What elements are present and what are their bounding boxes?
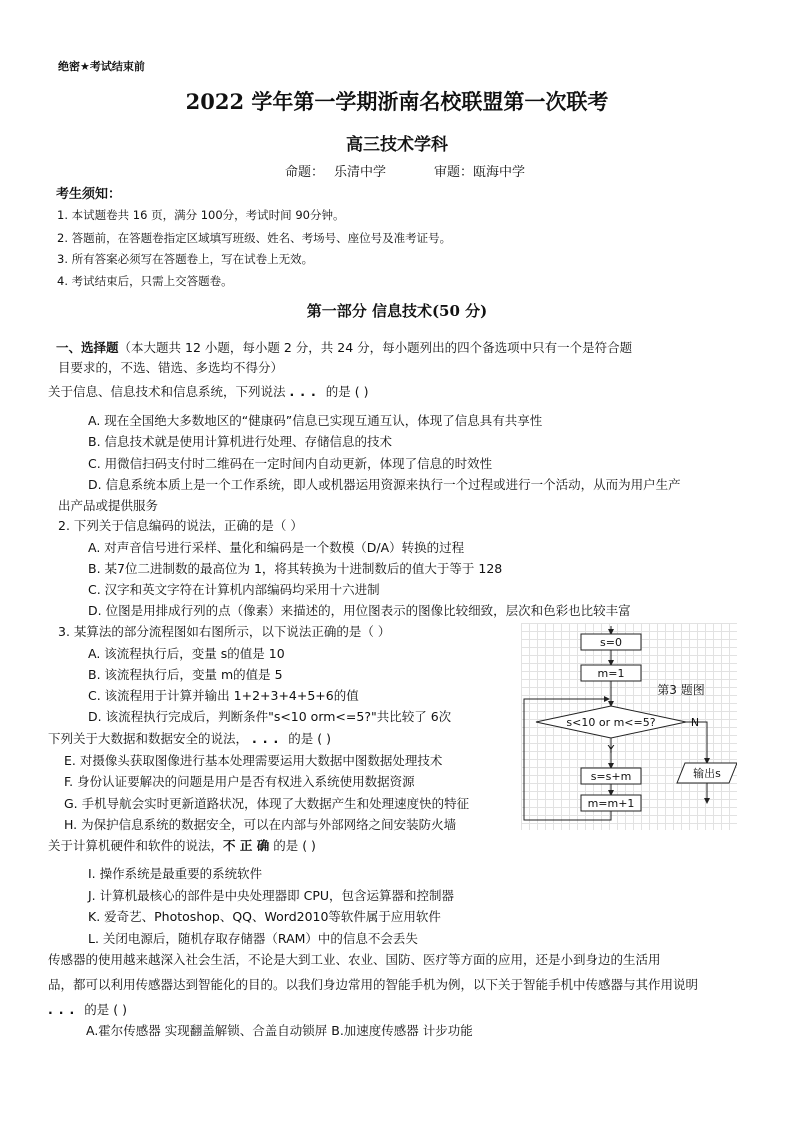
section-heading <box>56 338 632 356</box>
option-g: G. 手机导航会实时更新道路状况，体现了大数据产生和处理速度快的特征 <box>64 796 470 811</box>
option-c: C. 汉字和英文字符在计算机内部编码均采用十六进制 <box>88 582 380 597</box>
update-s-text: s=s+m <box>590 770 632 783</box>
condition-text: s<10 or m<=5? <box>566 716 656 729</box>
question-4-stem <box>48 729 331 747</box>
emphasis-text: 不 正 确 <box>223 838 270 853</box>
emphasis-dots: ... <box>252 731 285 746</box>
stem-text: 下列关于大数据和数据安全的说法， <box>48 731 249 746</box>
option-b: B. 该流程执行后，变量 m的值是 5 <box>88 667 283 682</box>
init-s-text: s=0 <box>600 636 622 649</box>
flowchart <box>521 623 737 830</box>
confidential-mark: 绝密★考试结束前 <box>58 60 145 73</box>
setter-line <box>285 161 535 180</box>
notice-item: 1. 本试题卷共 16 页，满分 100分，考试时间 90分钟。 <box>57 208 345 222</box>
output-text: 输出s <box>693 767 721 780</box>
option-l: L. 关闭电源后，随机存取存储器（RAM）中的信息不会丢失 <box>88 931 418 946</box>
stem-text: 的是 ( ) <box>84 1002 127 1017</box>
yes-label: Y <box>607 743 615 756</box>
option-b: B. 信息技术就是使用计算机进行处理、存储信息的技术 <box>88 434 393 449</box>
flowchart-caption: 第3 题图 <box>657 683 705 697</box>
option-d: D. 信息系统本质上是一个工作系统，即人或机器运用资源来执行一个过程或进行一个活动，从而为用户生产 <box>88 477 681 492</box>
option-d: D. 位图是用排成行列的点（像素）来描述的，用位图表示的图像比较细致，层次和色彩也比较丰富 <box>88 603 631 618</box>
option-e: E. 对摄像头获取图像进行基本处理需要运用大数据中图数据处理技术 <box>64 753 443 768</box>
init-m-text: m=1 <box>597 667 625 680</box>
setter-label: 命题： <box>285 165 325 180</box>
no-label: N <box>690 716 700 729</box>
stem-text: 关于信息、信息技术和信息系统，下列说法 <box>48 384 286 399</box>
section-label: 一、选择题 <box>56 340 119 355</box>
option-a: A. 该流程执行后，变量 s的值是 10 <box>88 646 285 661</box>
setter-school: 乐清中学 <box>334 165 387 180</box>
option-c: C. 用微信扫码支付时二维码在一定时间内自动更新，体现了信息的时效性 <box>88 456 493 471</box>
option-h: H. 为保护信息系统的数据安全，可以在内部与外部网络之间安装防火墙 <box>64 817 457 832</box>
option-i: I. 操作系统是最重要的系统软件 <box>88 866 263 881</box>
question-2-stem: 2. 下列关于信息编码的说法，正确的是（ ） <box>58 518 303 533</box>
update-m-text: m=m+1 <box>587 797 635 810</box>
stem-text: 关于计算机硬件和软件的说法， <box>48 838 224 853</box>
stem-text: 的是 ( ) <box>273 838 316 853</box>
stem-text: 的是 ( ) <box>288 731 331 746</box>
option-j: J. 计算机最核心的部件是中央处理器即 CPU，包含运算器和控制器 <box>88 888 455 903</box>
question-6-line-1: 传感器的使用越来越深入社会生活，不论是大到工业、农业、国防、医疗等方面的应用，还是小到身边的生活用 <box>48 952 661 967</box>
question-5-stem <box>48 836 316 854</box>
notice-item: 3. 所有答案必须写在答题卷上，写在试卷上无效。 <box>57 252 314 266</box>
option-a: A. 对声音信号进行采样、量化和编码是一个数模（D/A）转换的过程 <box>88 540 465 555</box>
question-6-options: A.霍尔传感器 实现翻盖解锁、合盖自动锁屏 B.加速度传感器 计步功能 <box>86 1023 473 1038</box>
option-f: F. 身份认证要解决的问题是用户是否有权进入系统使用数据资源 <box>64 774 415 789</box>
reviewer-label: 审题： <box>434 165 474 180</box>
stem-text: 的是 ( ) <box>325 384 369 399</box>
reviewer-school: 瓯海中学 <box>473 165 526 180</box>
option-d: D. 该流程执行完成后，判断条件"s<10 orm<=5?"共比较了 6次 <box>88 709 452 724</box>
option-k: K. 爱奇艺、Photoshop、QQ、Word2010等软件属于应用软件 <box>88 909 441 924</box>
notice-item: 4. 考试结束后，只需上交答题卷。 <box>57 274 233 288</box>
option-d-continued: 出产品或提供服务 <box>58 498 159 513</box>
section-text-2: 目要求的，不选、错选、多选均不得分） <box>58 360 284 375</box>
exam-title: 2022 学年第一学期浙南名校联盟第一次联考 <box>185 89 609 114</box>
question-6-line-2: 品，都可以利用传感器达到智能化的目的。以我们身边常用的智能手机为例，以下关于智能手机中传感器与其作用说明 <box>48 977 699 992</box>
notice-item: 2. 答题前，在答题卷指定区域填写班级、姓名、考场号、座位号及准考证号。 <box>57 231 452 245</box>
emphasis-dots: ... <box>48 1002 81 1017</box>
notice-heading: 考生须知： <box>56 187 122 202</box>
question-1-stem <box>48 382 368 400</box>
option-a: A. 现在全国绝大多数地区的“健康码”信息已实现互通互认，体现了信息具有共享性 <box>88 413 543 428</box>
section-text: （本大题共 12 小题，每小题 2 分，共 24 分，每小题列出的四个备选项中只有一个是符合题 <box>118 340 633 355</box>
question-3-stem: 3. 某算法的部分流程图如右图所示，以下说法正确的是（ ） <box>58 624 391 639</box>
exam-subtitle: 高三技术学科 <box>346 135 448 155</box>
question-6-line-3 <box>48 1000 127 1018</box>
option-c: C. 该流程用于计算并输出 1+2+3+4+5+6的值 <box>88 688 359 703</box>
part-title: 第一部分 信息技术(50 分) <box>306 302 488 320</box>
emphasis-dots: ... <box>289 384 322 399</box>
option-b: B. 某7位二进制数的最高位为 1，将其转换为十进制数后的值大于等于 128 <box>88 561 503 576</box>
